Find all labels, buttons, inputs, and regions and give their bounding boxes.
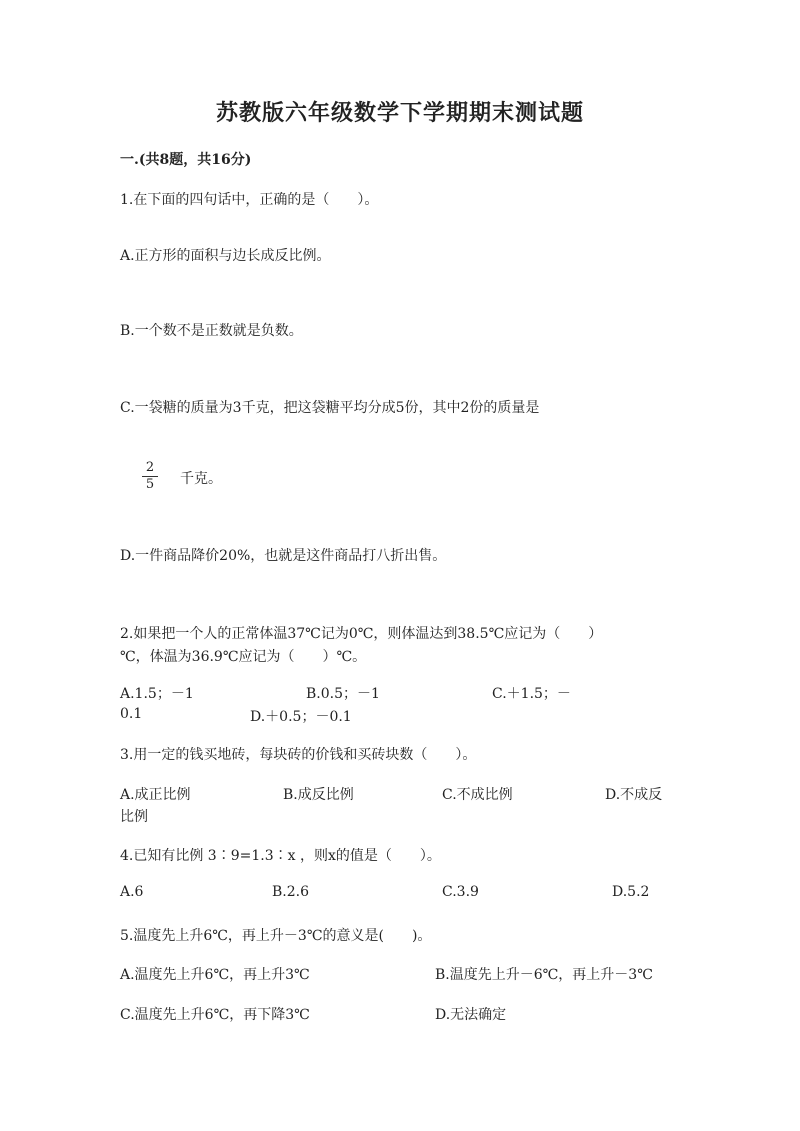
question-5-option-d: D.无法确定 <box>435 1007 507 1023</box>
question-1-stem: 1.在下面的四句话中，正确的是（ ）。 <box>120 192 379 208</box>
question-2-option-c-wrap: 0.1 <box>120 706 143 722</box>
question-5-stem: 5.温度先上升6℃，再上升－3℃的意义是( )。 <box>120 928 432 944</box>
question-3-stem: 3.用一定的钱买地砖，每块砖的价钱和买砖块数（ ）。 <box>120 747 477 763</box>
question-1-option-b: B.一个数不是正数就是负数。 <box>120 323 303 339</box>
question-2-option-d: D.＋0.5；－0.1 <box>250 709 352 725</box>
question-2-option-a: A.1.5；－1 <box>120 686 194 702</box>
section-heading: 一.(共8题，共16分) <box>120 152 252 168</box>
question-1-option-c-tail: 千克。 <box>180 471 222 487</box>
question-3-option-d: D.不成反 <box>605 787 663 803</box>
page-title: 苏教版六年级数学下学期期末测试题 <box>215 100 584 126</box>
question-3-option-b: B.成反比例 <box>283 787 354 803</box>
question-2-option-b: B.0.5；－1 <box>306 686 380 702</box>
question-4-stem: 4.已知有比例 3∶9=1.3∶x ，则x的值是（ ）。 <box>120 848 441 864</box>
question-3-option-a: A.成正比例 <box>120 787 191 803</box>
question-3-option-c: C.不成比例 <box>442 787 513 803</box>
question-2-stem-line1: 2.如果把一个人的正常体温37℃记为0℃，则体温达到38.5℃应记为（ ） <box>120 626 603 642</box>
question-2-stem-line2: ℃，体温为36.9℃应记为（ ）℃。 <box>120 649 367 665</box>
question-4-option-d: D.5.2 <box>612 884 650 900</box>
question-5-option-a: A.温度先上升6℃，再上升3℃ <box>120 967 310 983</box>
question-5-option-b: B.温度先上升－6℃，再上升－3℃ <box>435 967 653 983</box>
question-2-option-c: C.＋1.5；－ <box>492 686 571 702</box>
question-1-option-d: D.一件商品降价20%，也就是这件商品打八折出售。 <box>120 548 447 564</box>
question-1-option-a: A.正方形的面积与边长成反比例。 <box>120 248 331 264</box>
question-1-option-c: C.一袋糖的质量为3千克，把这袋糖平均分成5份，其中2份的质量是 <box>120 400 540 416</box>
fraction-denominator: 5 <box>145 477 155 492</box>
fraction-two-fifths <box>142 461 158 492</box>
question-4-option-a: A.6 <box>120 884 144 900</box>
question-4-option-b: B.2.6 <box>272 884 310 900</box>
question-5-option-c: C.温度先上升6℃，再下降3℃ <box>120 1007 310 1023</box>
fraction-numerator: 2 <box>145 460 155 475</box>
question-4-option-c: C.3.9 <box>442 884 479 900</box>
question-3-option-d-wrap: 比例 <box>120 809 148 825</box>
